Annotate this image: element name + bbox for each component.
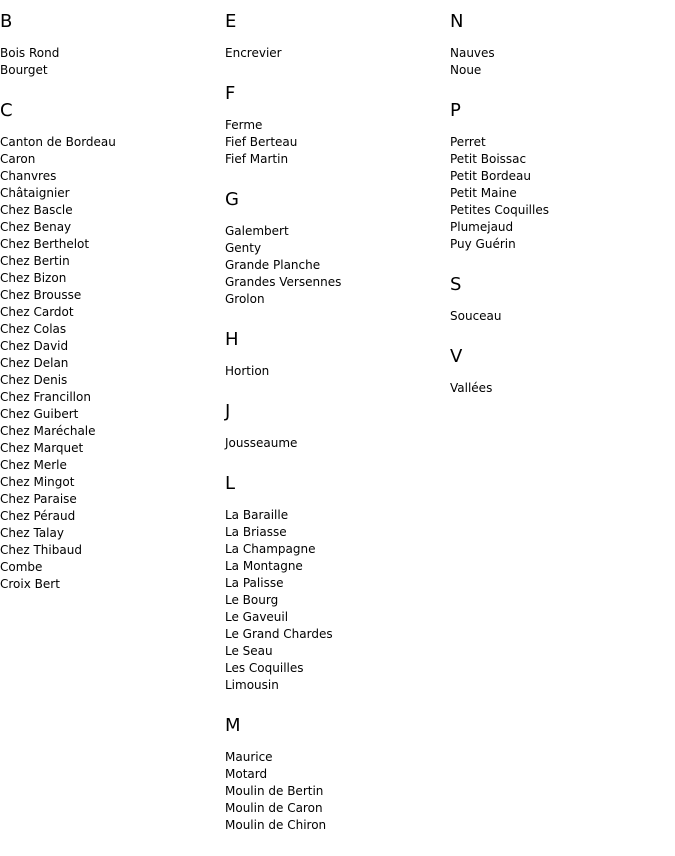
place-list [450, 308, 675, 325]
place-link[interactable]: Combe [0, 560, 43, 574]
place-list [450, 45, 675, 79]
place-list-item [225, 363, 450, 380]
place-link[interactable]: Chez Bascle [0, 203, 73, 217]
place-link[interactable]: Grandes Versennes [225, 275, 342, 289]
place-list [0, 134, 225, 593]
place-list [450, 380, 675, 397]
place-list-item [225, 643, 450, 660]
place-link[interactable]: Chez Merle [0, 458, 67, 472]
place-list-item [225, 800, 450, 817]
place-link[interactable]: Chez Talay [0, 526, 64, 540]
place-link[interactable]: Chez Mingot [0, 475, 75, 489]
place-list-item [0, 508, 225, 525]
place-link[interactable]: Genty [225, 241, 262, 255]
place-list-item [0, 372, 225, 389]
place-link[interactable]: Chez Colas [0, 322, 67, 336]
place-list-item [225, 660, 450, 677]
place-link[interactable]: Le Bourg [225, 593, 279, 607]
place-link[interactable]: Galembert [225, 224, 289, 238]
place-list-item [225, 783, 450, 800]
place-list-item [0, 457, 225, 474]
letter-section-n [450, 12, 675, 79]
place-link[interactable]: Petit Bordeau [450, 169, 532, 183]
place-link[interactable]: Noue [450, 63, 482, 77]
place-list [225, 507, 450, 694]
place-link[interactable]: Grande Planche [225, 258, 321, 272]
place-list-item [0, 270, 225, 287]
place-link[interactable]: Jousseaume [225, 436, 298, 450]
place-link[interactable]: Moulin de Caron [225, 801, 323, 815]
place-link[interactable]: Le Seau [225, 644, 273, 658]
place-list-item [0, 151, 225, 168]
place-link[interactable]: Chez Cardot [0, 305, 74, 319]
place-list-item [0, 406, 225, 423]
place-list-item [0, 440, 225, 457]
place-link[interactable]: La Briasse [225, 525, 287, 539]
place-link[interactable]: Les Coquilles [225, 661, 304, 675]
place-link[interactable]: Chez Marquet [0, 441, 84, 455]
letter-section-p [450, 101, 675, 253]
letter-heading: H [225, 329, 239, 350]
place-link[interactable]: Limousin [225, 678, 279, 692]
letter-heading: J [225, 401, 231, 422]
place-list-item [450, 380, 675, 397]
place-list-item [0, 355, 225, 372]
place-link[interactable]: Chez Berthelot [0, 237, 90, 251]
place-list-item [225, 817, 450, 834]
place-link[interactable]: Fief Martin [225, 152, 289, 166]
place-link[interactable]: Chanvres [0, 169, 57, 183]
place-list-item [0, 559, 225, 576]
place-list [225, 117, 450, 168]
place-list-item [0, 491, 225, 508]
letter-heading: S [450, 274, 462, 295]
index-column-1 [0, 0, 225, 615]
place-list [225, 223, 450, 308]
place-link[interactable]: Puy Guérin [450, 237, 516, 251]
place-list-item [450, 168, 675, 185]
place-list [0, 45, 225, 79]
place-list-item [0, 45, 225, 62]
place-list-item [0, 62, 225, 79]
letter-section-f [225, 84, 450, 168]
place-list-item [450, 185, 675, 202]
letter-section-v [450, 347, 675, 397]
place-link[interactable]: Chez Delan [0, 356, 69, 370]
place-list-item [0, 576, 225, 593]
place-link[interactable]: Vallées [450, 381, 493, 395]
place-link[interactable]: Chez Francillon [0, 390, 91, 404]
letter-heading: N [450, 11, 464, 32]
letter-section-c [0, 101, 225, 593]
place-list-item [225, 677, 450, 694]
place-list-item [0, 542, 225, 559]
place-link[interactable]: Ferme [225, 118, 263, 132]
index-column-3 [450, 0, 675, 419]
place-list-item [225, 274, 450, 291]
place-link[interactable]: Nauves [450, 46, 495, 60]
letter-section-h [225, 330, 450, 380]
place-link[interactable]: Encrevier [225, 46, 282, 60]
place-link[interactable]: Chez Bizon [0, 271, 67, 285]
place-list-item [225, 291, 450, 308]
place-link[interactable]: Chez Brousse [0, 288, 82, 302]
letter-heading: E [225, 11, 237, 32]
place-list [225, 363, 450, 380]
place-link[interactable]: Maurice [225, 750, 273, 764]
place-link[interactable]: Bois Rond [0, 46, 60, 60]
place-list-item [450, 236, 675, 253]
place-list-item [450, 45, 675, 62]
place-link[interactable]: Le Gaveuil [225, 610, 289, 624]
letter-heading: F [225, 83, 236, 104]
place-link[interactable]: La Baraille [225, 508, 289, 522]
place-link[interactable]: La Palisse [225, 576, 284, 590]
place-list-item [225, 592, 450, 609]
place-link[interactable]: Chez Péraud [0, 509, 76, 523]
letter-heading: G [225, 189, 239, 210]
place-link[interactable]: Canton de Bordeau [0, 135, 116, 149]
place-list [225, 749, 450, 834]
letter-section-j [225, 402, 450, 452]
place-list-item [225, 257, 450, 274]
place-list-item [0, 287, 225, 304]
place-list-item [0, 253, 225, 270]
place-list-item [225, 766, 450, 783]
place-link[interactable]: Fief Berteau [225, 135, 298, 149]
place-link[interactable]: Châtaignier [0, 186, 70, 200]
place-link[interactable]: Chez Bertin [0, 254, 70, 268]
letter-section-l [225, 474, 450, 694]
place-link[interactable]: Chez Guibert [0, 407, 79, 421]
place-list-item [0, 321, 225, 338]
place-list-item [225, 749, 450, 766]
letter-heading: V [450, 346, 463, 367]
place-list-item [0, 423, 225, 440]
place-list-item [0, 304, 225, 321]
place-list [225, 45, 450, 62]
place-list-item [0, 219, 225, 236]
place-list-item [225, 134, 450, 151]
place-list-item [0, 389, 225, 406]
place-list-item [0, 474, 225, 491]
place-list-item [0, 236, 225, 253]
place-link[interactable]: Petit Boissac [450, 152, 527, 166]
place-list-item [225, 609, 450, 626]
place-link[interactable]: Chez Maréchale [0, 424, 96, 438]
place-list-item [225, 524, 450, 541]
place-list-item [0, 185, 225, 202]
place-link[interactable]: Grolon [225, 292, 265, 306]
place-list-item [225, 240, 450, 257]
place-list-item [450, 62, 675, 79]
place-list-item [0, 202, 225, 219]
place-link[interactable]: La Champagne [225, 542, 316, 556]
place-link[interactable]: Plumejaud [450, 220, 514, 234]
place-list-item [450, 134, 675, 151]
place-list-item [225, 626, 450, 643]
letter-heading: L [225, 473, 236, 494]
letter-section-s [450, 275, 675, 325]
place-list-item [0, 134, 225, 151]
letter-section-g [225, 190, 450, 308]
letter-section-e [225, 12, 450, 62]
letter-heading: M [225, 715, 241, 736]
place-link[interactable]: Chez David [0, 339, 69, 353]
place-link[interactable]: Moulin de Chiron [225, 818, 327, 832]
place-link[interactable]: Croix Bert [0, 577, 60, 591]
place-list-item [225, 558, 450, 575]
place-link[interactable]: Petites Coquilles [450, 203, 549, 217]
place-list-item [450, 219, 675, 236]
place-link[interactable]: Petit Maine [450, 186, 517, 200]
place-list-item [0, 525, 225, 542]
place-link[interactable]: Chez Benay [0, 220, 72, 234]
place-list-item [450, 151, 675, 168]
place-list [225, 435, 450, 452]
place-list-item [0, 168, 225, 185]
place-list [450, 134, 675, 253]
place-list-item [450, 308, 675, 325]
place-list-item [225, 541, 450, 558]
letter-heading: B [0, 11, 13, 32]
place-link[interactable]: Bourget [0, 63, 48, 77]
place-link[interactable]: Le Grand Chardes [225, 627, 333, 641]
place-list-item [225, 151, 450, 168]
place-link[interactable]: Chez Thibaud [0, 543, 82, 557]
place-link[interactable]: La Montagne [225, 559, 303, 573]
place-list-item [0, 338, 225, 355]
letter-heading: P [450, 100, 461, 121]
place-link[interactable]: Chez Denis [0, 373, 68, 387]
place-link[interactable]: Hortion [225, 364, 270, 378]
place-list-item [225, 117, 450, 134]
place-link[interactable]: Souceau [450, 309, 502, 323]
place-link[interactable]: Moulin de Bertin [225, 784, 324, 798]
place-link[interactable]: Caron [0, 152, 36, 166]
place-link[interactable]: Motard [225, 767, 268, 781]
place-link[interactable]: Chez Paraise [0, 492, 77, 506]
place-list-item [225, 435, 450, 452]
place-list-item [450, 202, 675, 219]
place-list-item [225, 575, 450, 592]
place-list-item [225, 507, 450, 524]
place-list-item [225, 223, 450, 240]
place-link[interactable]: Perret [450, 135, 486, 149]
letter-section-m [225, 716, 450, 834]
place-list-item [225, 45, 450, 62]
letter-section-b [0, 12, 225, 79]
index-column-2 [225, 0, 450, 856]
letter-heading: C [0, 100, 13, 121]
